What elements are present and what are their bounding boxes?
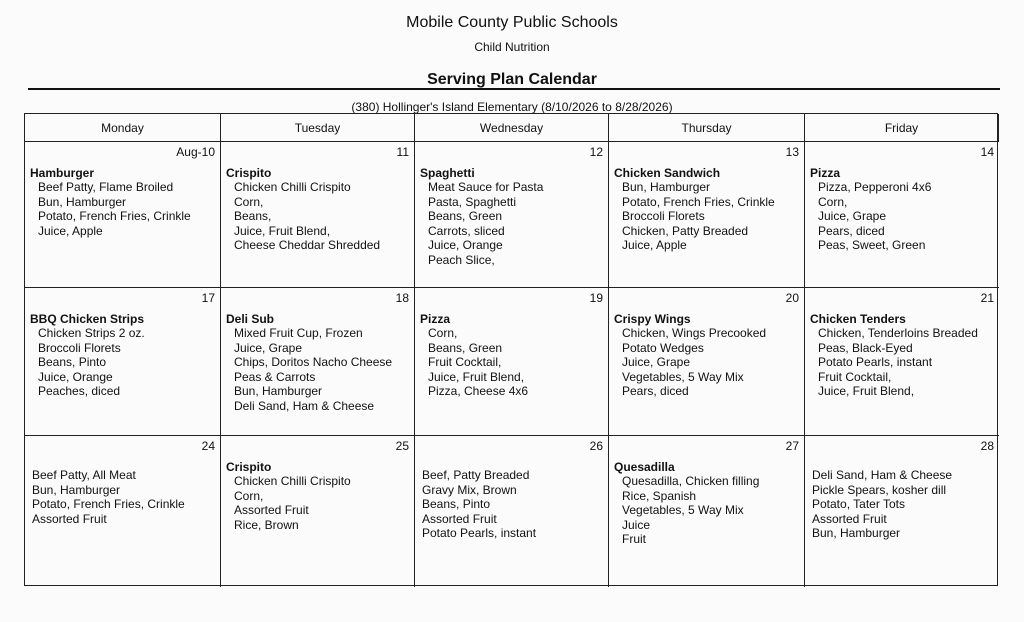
menu-item-list bbox=[226, 180, 410, 253]
entree-title: Pizza bbox=[810, 166, 841, 180]
calendar-day-cell bbox=[415, 436, 609, 587]
day-header-monday: Monday bbox=[25, 114, 221, 142]
menu-item: Chips, Doritos Nacho Cheese bbox=[234, 355, 393, 369]
menu-item-list bbox=[30, 468, 216, 526]
menu-item: Beef Patty, All Meat bbox=[32, 468, 136, 482]
menu-item-list bbox=[614, 326, 800, 399]
menu-item-list bbox=[614, 474, 800, 547]
menu-item: Rice, Brown bbox=[234, 517, 299, 532]
menu-item: Pasta, Spaghetti bbox=[428, 194, 517, 209]
calendar-day-cell bbox=[25, 436, 221, 587]
calendar-day-cell bbox=[609, 142, 805, 288]
menu-item: Deli Sand, Ham & Cheese bbox=[812, 468, 953, 482]
menu-item: Potato, French Fries, Crinkle bbox=[38, 209, 191, 223]
menu-item: Beef, Patty Breaded bbox=[422, 468, 530, 482]
menu-item: Juice bbox=[622, 517, 651, 532]
menu-item: Pizza, Cheese 4x6 bbox=[428, 384, 529, 398]
menu-item: Peas, Black-Eyed bbox=[818, 340, 913, 355]
menu-item-list bbox=[420, 180, 604, 267]
menu-item: Pears, diced bbox=[622, 384, 689, 398]
entree-title: Crispito bbox=[226, 166, 272, 180]
organization-name: Mobile County Public Schools bbox=[406, 14, 618, 31]
calendar-day-cell bbox=[25, 288, 221, 436]
menu-item: Chicken, Tenderloins Breaded bbox=[818, 326, 978, 340]
menu-item: Cheese Cheddar Shredded bbox=[234, 238, 381, 252]
menu-item: Potato Pearls, instant bbox=[818, 355, 933, 369]
menu-item: Corn, bbox=[234, 194, 264, 209]
serving-calendar-grid bbox=[24, 113, 998, 586]
menu-item: Vegetables, 5 Way Mix bbox=[622, 369, 744, 384]
menu-item: Potato, French Fries, Crinkle bbox=[622, 194, 775, 209]
day-number: 26 bbox=[589, 439, 603, 453]
entree-title: Crispito bbox=[226, 460, 272, 474]
menu-item: Chicken, Wings Precooked bbox=[622, 326, 767, 340]
menu-item: Fruit Cocktail, bbox=[428, 355, 502, 369]
day-number: 13 bbox=[785, 145, 799, 159]
calendar-day-cell bbox=[221, 142, 415, 288]
menu-item: Pizza, Pepperoni 4x6 bbox=[818, 180, 932, 194]
menu-item: Juice, Grape bbox=[234, 340, 303, 355]
menu-item: Peas & Carrots bbox=[234, 369, 316, 384]
calendar-day-cell bbox=[221, 436, 415, 587]
menu-item: Broccoli Florets bbox=[622, 209, 705, 223]
entree-title: Deli Sub bbox=[226, 312, 275, 326]
menu-item: Assorted Fruit bbox=[812, 511, 887, 526]
menu-item: Gravy Mix, Brown bbox=[422, 482, 517, 497]
menu-item: Juice, Fruit Blend, bbox=[428, 369, 525, 384]
menu-item: Juice, Apple bbox=[622, 238, 687, 252]
menu-item: Bun, Hamburger bbox=[234, 384, 323, 398]
menu-item: Broccoli Florets bbox=[38, 340, 121, 355]
menu-item: Pickle Spears, kosher dill bbox=[812, 482, 947, 497]
menu-item: Fruit Cocktail, bbox=[818, 369, 892, 384]
calendar-day-cell bbox=[221, 288, 415, 436]
menu-item: Potato, Tater Tots bbox=[812, 497, 905, 511]
menu-item: Peaches, diced bbox=[38, 384, 121, 398]
menu-item: Rice, Spanish bbox=[622, 488, 697, 503]
menu-item-list bbox=[614, 180, 800, 253]
menu-item: Chicken Chilli Crispito bbox=[234, 180, 351, 194]
menu-item: Corn, bbox=[234, 488, 264, 503]
entree-title: Chicken Tenders bbox=[810, 312, 906, 326]
menu-item: Chicken Chilli Crispito bbox=[234, 474, 351, 488]
menu-item-list bbox=[810, 468, 995, 541]
menu-item: Vegetables, 5 Way Mix bbox=[622, 503, 744, 517]
menu-item: Bun, Hamburger bbox=[38, 194, 127, 209]
calendar-day-cell bbox=[415, 288, 609, 436]
menu-item: Meat Sauce for Pasta bbox=[428, 180, 544, 194]
menu-item: Peas, Sweet, Green bbox=[818, 238, 926, 252]
calendar-day-cell bbox=[609, 288, 805, 436]
day-number: Aug-10 bbox=[176, 145, 215, 159]
menu-item: Juice, Apple bbox=[38, 223, 103, 238]
day-header-thursday: Thursday bbox=[609, 114, 805, 142]
menu-item: Quesadilla, Chicken filling bbox=[622, 474, 760, 488]
day-number: 28 bbox=[980, 439, 994, 453]
menu-item: Corn, bbox=[818, 194, 848, 209]
entree-title: Quesadilla bbox=[614, 460, 675, 474]
day-number: 19 bbox=[589, 291, 603, 305]
page-title: Serving Plan Calendar bbox=[427, 71, 597, 88]
department-name: Child Nutrition bbox=[474, 40, 550, 54]
menu-item: Mixed Fruit Cup, Frozen bbox=[234, 326, 363, 340]
menu-item-list bbox=[810, 326, 995, 399]
menu-item: Beef Patty, Flame Broiled bbox=[38, 180, 174, 194]
calendar-day-cell bbox=[805, 436, 999, 587]
menu-item-list bbox=[420, 326, 604, 399]
day-number: 20 bbox=[785, 291, 799, 305]
menu-item: Beans, Pinto bbox=[38, 355, 107, 369]
menu-item-list bbox=[810, 180, 995, 253]
menu-item-list bbox=[30, 326, 216, 399]
menu-item: Bun, Hamburger bbox=[32, 482, 121, 497]
menu-item: Juice, Orange bbox=[38, 369, 113, 384]
menu-item: Juice, Grape bbox=[818, 209, 887, 223]
day-number: 12 bbox=[589, 145, 603, 159]
menu-item-list bbox=[30, 180, 216, 238]
menu-item: Assorted Fruit bbox=[234, 503, 309, 517]
calendar-day-cell bbox=[609, 436, 805, 587]
menu-item: Beans, Green bbox=[428, 209, 503, 223]
entree-title: Crispy Wings bbox=[614, 312, 691, 326]
menu-item: Juice, Fruit Blend, bbox=[818, 384, 915, 398]
menu-item: Peach Slice, bbox=[428, 252, 495, 267]
day-number: 24 bbox=[201, 439, 215, 453]
menu-item: Juice, Fruit Blend, bbox=[234, 223, 331, 238]
school-and-date-range: (380) Hollinger's Island Elementary (8/10/2026 to 8/28/2026) bbox=[351, 100, 673, 114]
menu-item: Bun, Hamburger bbox=[622, 180, 711, 194]
calendar-day-cell bbox=[415, 142, 609, 288]
menu-item: Beans, Pinto bbox=[422, 497, 491, 511]
menu-item: Juice, Grape bbox=[622, 355, 691, 369]
menu-item: Chicken, Patty Breaded bbox=[622, 223, 749, 238]
menu-item: Beans, Green bbox=[428, 340, 503, 355]
entree-title: Pizza bbox=[420, 312, 451, 326]
header-rule bbox=[28, 88, 1000, 90]
entree-title: Chicken Sandwich bbox=[614, 166, 721, 180]
menu-item: Chicken Strips 2 oz. bbox=[38, 326, 145, 340]
menu-item: Bun, Hamburger bbox=[812, 526, 901, 540]
day-number: 11 bbox=[396, 145, 409, 159]
menu-item: Deli Sand, Ham & Cheese bbox=[234, 398, 375, 413]
day-number: 18 bbox=[395, 291, 409, 305]
menu-item: Assorted Fruit bbox=[422, 511, 497, 526]
menu-item: Assorted Fruit bbox=[32, 511, 107, 526]
entree-title: Spaghetti bbox=[420, 166, 475, 180]
day-number: 17 bbox=[201, 291, 215, 305]
menu-item: Potato Wedges bbox=[622, 340, 704, 355]
menu-item: Corn, bbox=[428, 326, 458, 340]
menu-item-list bbox=[420, 468, 604, 541]
menu-item: Potato Pearls, instant bbox=[422, 526, 537, 540]
day-header-wednesday: Wednesday bbox=[415, 114, 609, 142]
day-number: 21 bbox=[980, 291, 994, 305]
calendar-day-cell bbox=[805, 288, 999, 436]
menu-item: Carrots, sliced bbox=[428, 223, 505, 238]
menu-item: Fruit bbox=[622, 532, 646, 546]
menu-item: Beans, bbox=[234, 209, 272, 223]
menu-item: Pears, diced bbox=[818, 223, 885, 238]
menu-item: Potato, French Fries, Crinkle bbox=[32, 497, 185, 511]
calendar-day-cell bbox=[805, 142, 999, 288]
day-header-tuesday: Tuesday bbox=[221, 114, 415, 142]
entree-title: BBQ Chicken Strips bbox=[30, 312, 145, 326]
menu-item-list bbox=[226, 326, 410, 413]
menu-item: Juice, Orange bbox=[428, 238, 503, 252]
day-header-friday: Friday bbox=[805, 114, 999, 142]
day-number: 27 bbox=[785, 439, 799, 453]
day-number: 14 bbox=[980, 145, 994, 159]
calendar-day-cell bbox=[25, 142, 221, 288]
menu-item-list bbox=[226, 474, 410, 532]
day-number: 25 bbox=[395, 439, 409, 453]
entree-title: Hamburger bbox=[30, 166, 95, 180]
